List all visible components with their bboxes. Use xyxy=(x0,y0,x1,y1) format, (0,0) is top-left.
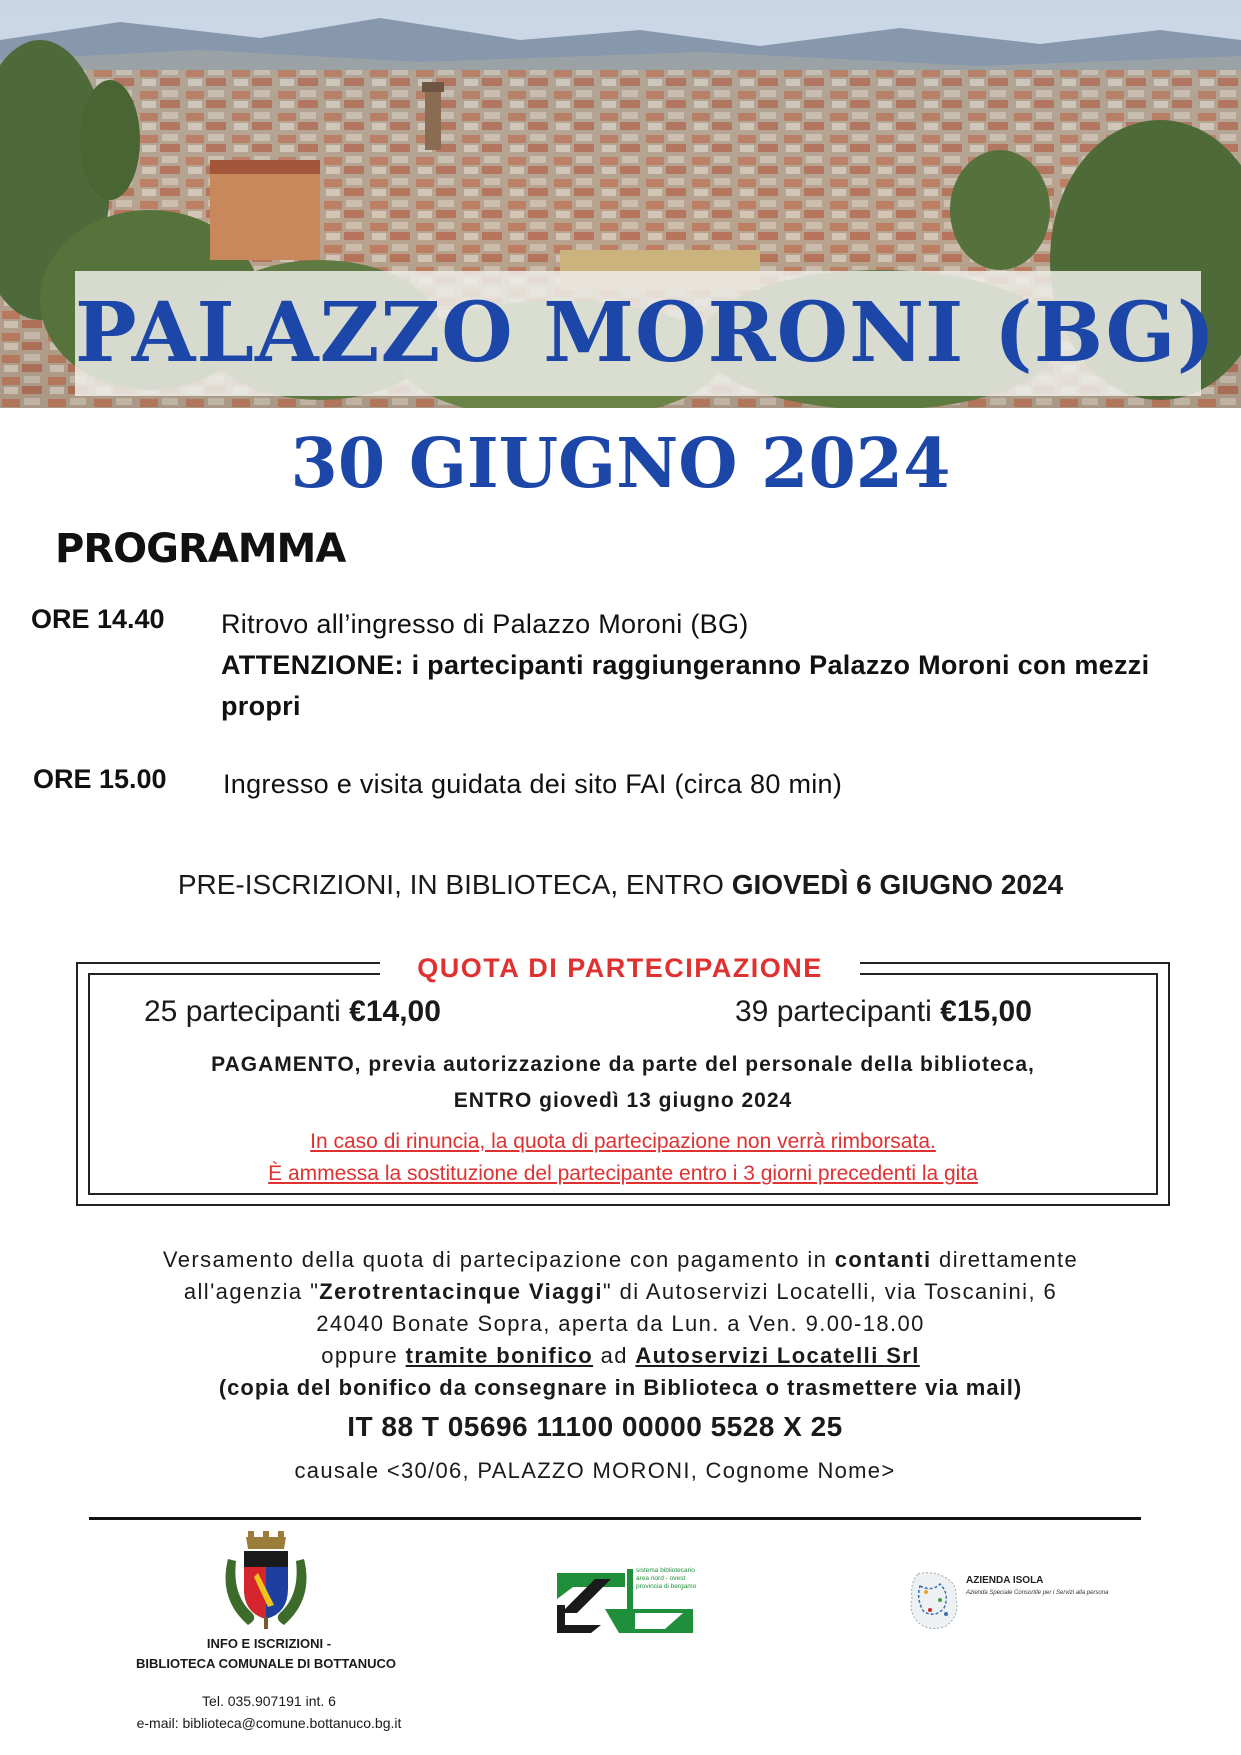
iban-code: IT 88 T 05696 11100 00000 5528 X 25 xyxy=(347,1411,843,1442)
text-segment: ad xyxy=(593,1343,636,1368)
price-option xyxy=(735,995,1032,1029)
quota-title: QUOTA DI PARTECIPAZIONE xyxy=(380,950,860,986)
text-segment: tramite bonifico xyxy=(405,1343,594,1368)
substitution-notice: È ammessa la sostituzione del partecipante entro i 3 giorni precedenti la gita xyxy=(268,1162,978,1185)
municipal-crest-icon xyxy=(218,1529,314,1633)
text-segment: direttamente xyxy=(931,1247,1079,1272)
text-segment: contanti xyxy=(834,1247,932,1272)
schedule-time: ORE 15.00 xyxy=(33,764,167,794)
payment-info-line: 24040 Bonate Sopra, aperta da Lun. a Ven. 9.00-18.00 xyxy=(316,1311,925,1336)
schedule-description xyxy=(221,604,1211,727)
sb-logo-text xyxy=(636,1567,696,1591)
footer-divider xyxy=(89,1517,1141,1520)
sb-logo-line: provincia di bergamo xyxy=(636,1583,697,1590)
schedule-description xyxy=(223,764,1213,805)
text-segment: Versamento della quota di partecipazione con pagamento in xyxy=(162,1247,835,1272)
payment-deadline: ENTRO giovedì 13 giugno 2024 xyxy=(453,1089,793,1112)
library-name: BIBLIOTECA COMUNALE DI BOTTANUCO xyxy=(136,1656,396,1671)
schedule-note: ATTENZIONE: i partecipanti raggiungeranno Palazzo Moroni con mezzi propri xyxy=(221,650,1150,721)
preregistration-notice xyxy=(0,869,1241,901)
page-title: PALAZZO MORONI (BG) xyxy=(75,285,1217,381)
price-label: 39 partecipanti xyxy=(735,995,941,1028)
azienda-isola-map-icon xyxy=(906,1570,962,1632)
azienda-isola-name: AZIENDA ISOLA xyxy=(966,1575,1044,1586)
schedule-text: Ritrovo all’ingresso di Palazzo Moroni (BG) xyxy=(221,609,749,639)
refund-warning: In caso di rinuncia, la quota di partecipazione non verrà rimborsata. xyxy=(310,1130,936,1153)
preregistration-text: PRE-ISCRIZIONI, IN BIBLIOTECA, ENTRO xyxy=(177,869,732,900)
price-amount: €15,00 xyxy=(940,995,1032,1028)
preregistration-deadline: GIOVEDÌ 6 GIUGNO 2024 xyxy=(731,869,1064,900)
email-address: e-mail: biblioteca@comune.bottanuco.bg.it xyxy=(136,1715,402,1731)
payment-info-line: (copia del bonifico da consegnare in Biblioteca o trasmettere via mail) xyxy=(218,1375,1023,1400)
agency-name: Zerotrentacinque Viaggi xyxy=(319,1279,603,1304)
payment-condition: PAGAMENTO, previa autorizzazione da parte del personale della biblioteca, xyxy=(211,1053,1035,1076)
price-option xyxy=(144,995,441,1029)
azienda-isola-subtitle: Azienda Speciale Consortile per i Servizi alla persona xyxy=(966,1590,1109,1596)
payment-info-line xyxy=(0,1343,1241,1369)
text-segment: oppure xyxy=(321,1343,406,1368)
text-segment: " di Autoservizi Locatelli, via Toscanini, 6 xyxy=(602,1279,1058,1304)
event-date: 30 GIUGNO 2024 xyxy=(290,424,951,504)
text-segment: all'agenzia " xyxy=(183,1279,320,1304)
sb-logo-line: area nord - ovest xyxy=(636,1575,686,1582)
program-heading: PROGRAMMA xyxy=(55,526,346,572)
payment-info-line xyxy=(0,1247,1241,1273)
price-amount: €14,00 xyxy=(349,995,441,1028)
phone-number: Tel. 035.907191 int. 6 xyxy=(202,1693,336,1709)
info-heading: INFO E ISCRIZIONI - xyxy=(206,1636,332,1651)
price-label: 25 partecipanti xyxy=(144,995,350,1028)
payment-reason: causale <30/06, PALAZZO MORONI, Cognome Nome> xyxy=(294,1458,896,1483)
payment-info-line xyxy=(0,1279,1241,1305)
schedule-time: ORE 14.40 xyxy=(31,604,165,634)
schedule-text: Ingresso e visita guidata dei sito FAI (circa 80 min) xyxy=(223,769,843,799)
sb-logo-line: sistema bibliotecario xyxy=(636,1567,695,1574)
beneficiary-name: Autoservizi Locatelli Srl xyxy=(635,1343,920,1368)
